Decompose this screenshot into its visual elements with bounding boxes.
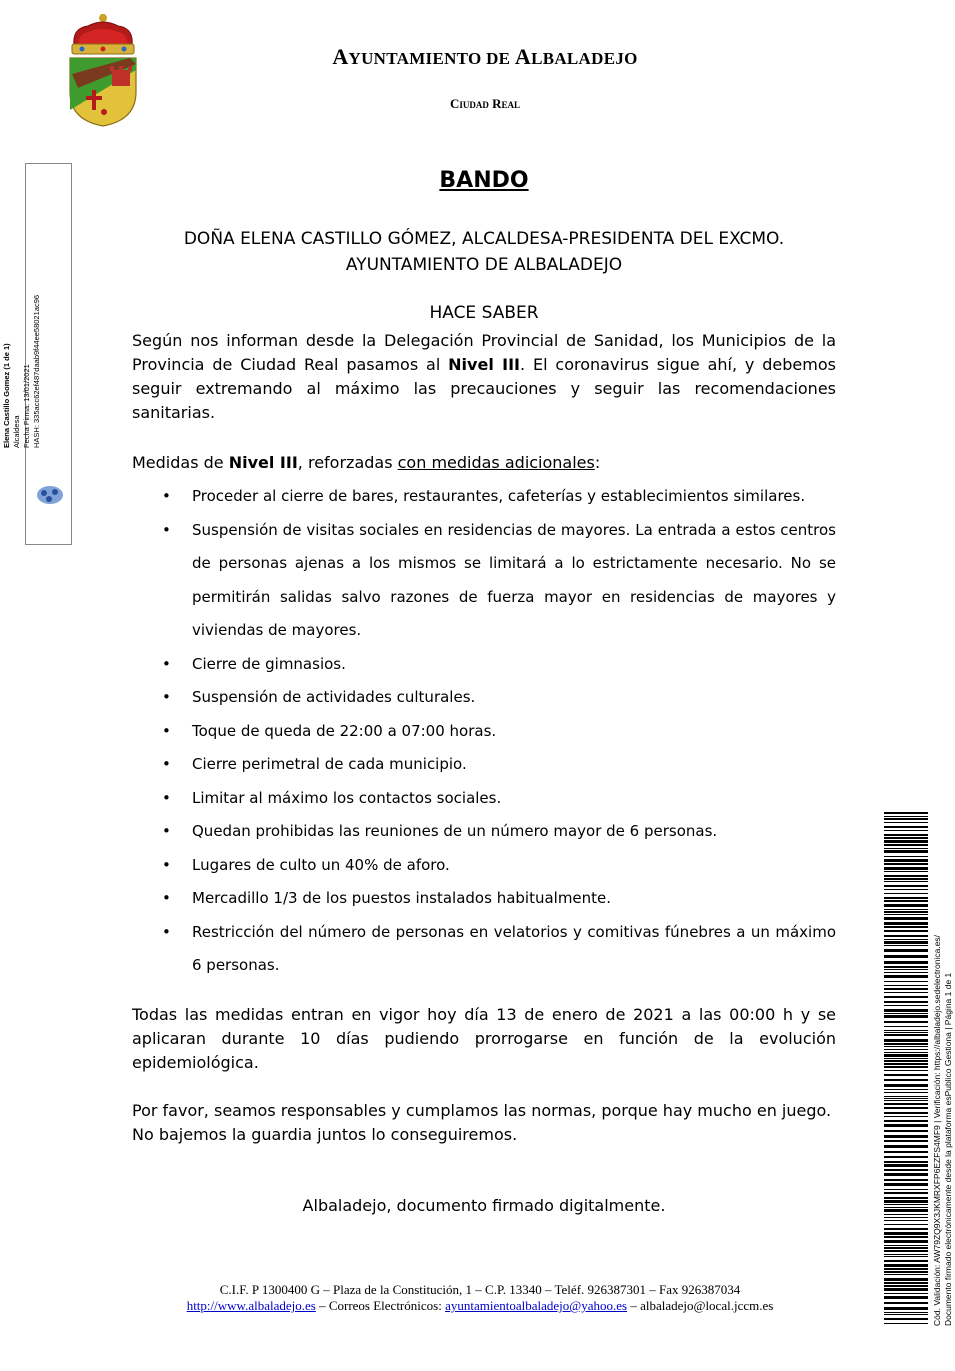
list-item: • Cierre perimetral de cada municipio. <box>160 748 836 782</box>
appeal-line-2: No bajemos la guardia juntos lo conseguiremos. <box>132 1125 518 1144</box>
organization-title: AYUNTAMIENTO DE ALBALADEJO <box>332 44 638 69</box>
validation-code: Cód. Validación: AW79ZQ9X3JKMRXFP6EZFS4MF9 | Verificación: https://albaladejo.sedelectronica.es/ <box>932 934 942 1326</box>
effective-date-paragraph: Todas las medidas entran en vigor hoy día 13 de enero de 2021 a las 00:00 h y se aplicaran durante 10 días pudiendo prorrogarse en función de la evolución epidemiológica. <box>132 1005 836 1072</box>
signature-details <box>2 295 42 448</box>
website-link[interactable]: http://www.albaladejo.es <box>186 1298 316 1313</box>
footer-contact: C.I.F. P 1300400 G – Plaza de la Constitución, 1 – C.P. 13340 – Teléf. 926387301 – Fax 926387034 <box>219 1282 741 1297</box>
list-item: • Cierre de gimnasios. <box>160 648 836 682</box>
signature-stamp-icon <box>35 484 65 506</box>
list-item: • Restricción del número de personas en velatorios y comitivas fúnebres a un máximo 6 personas. <box>160 916 836 983</box>
measures-list <box>160 480 836 983</box>
announcement-label: HACE SABER <box>429 303 539 323</box>
validation-text <box>932 935 954 1326</box>
issuer-line-2: AYUNTAMIENTO DE ALBALADEJO <box>345 255 623 275</box>
barcode-icon <box>884 812 928 1326</box>
list-item: • Limitar al máximo los contactos sociales. <box>160 782 836 816</box>
list-item: • Mercadillo 1/3 de los puestos instalados habitualmente. <box>160 882 836 916</box>
closing-appeal <box>132 1099 836 1147</box>
footer-links: http://www.albaladejo.es – Correos Electrónicos: ayuntamientoalbaladejo@yahoo.es – albaladejo@local.jccm.es <box>186 1298 774 1313</box>
email-link[interactable]: ayuntamientoalbaladejo@yahoo.es <box>445 1298 628 1313</box>
list-item: • Proceder al cierre de bares, restaurantes, cafeterías y establecimientos similares. <box>160 480 836 514</box>
document-heading: BANDO <box>439 168 529 193</box>
list-item: • Suspensión de actividades culturales. <box>160 681 836 715</box>
platform-note: Documento firmado electrónicamente desde la plataforma esPublico Gestiona | Página 1 de 1 <box>943 972 953 1326</box>
measures-intro: Medidas de Nivel III, reforzadas con medidas adicionales: <box>132 453 601 472</box>
issuer-statement <box>132 226 836 278</box>
issuer-line-1: DOÑA ELENA CASTILLO GÓMEZ, ALCALDESA-PRESIDENTA DEL EXCMO. <box>183 229 785 249</box>
coat-of-arms-icon <box>64 12 142 128</box>
list-item: • Quedan prohibidas las reuniones de un número mayor de 6 personas. <box>160 815 836 849</box>
list-item: • Suspensión de visitas sociales en residencias de mayores. La entrada a estos centros de personas ajenas a los mismos se limitará a lo estrictamente necesario. No se permitirán salidas salvo razones de fuerza mayor en residencias de mayores y viviendas de mayores. <box>160 514 836 648</box>
organization-subtitle: Ciudad Real <box>449 96 521 111</box>
signature-date: Fecha Firma: 13/01/2021 <box>22 364 31 448</box>
signer-name: Elena Castillo Gomez (1 de 1) <box>2 343 11 448</box>
intro-paragraph: Según nos informan desde la Delegación Provincial de Sanidad, los Municipios de la Provincia de Ciudad Real pasamos al Nivel III. El coronavirus sigue ahí, y debemos seguir extremando al máximo las precauciones y seguir las recomendaciones sanitarias. <box>132 331 836 422</box>
signature-hash: HASH: 335acc62ef487daab9f44ee58021ac96 <box>32 294 41 448</box>
appeal-line-1: Por favor, seamos responsables y cumplamos las normas, porque hay mucho en juego. <box>132 1101 832 1120</box>
signer-role: Alcaldesa <box>12 415 21 448</box>
list-item: • Lugares de culto un 40% de aforo. <box>160 849 836 883</box>
list-item: • Toque de queda de 22:00 a 07:00 horas. <box>160 715 836 749</box>
signature-note: Albaladejo, documento firmado digitalmente. <box>302 1196 666 1215</box>
